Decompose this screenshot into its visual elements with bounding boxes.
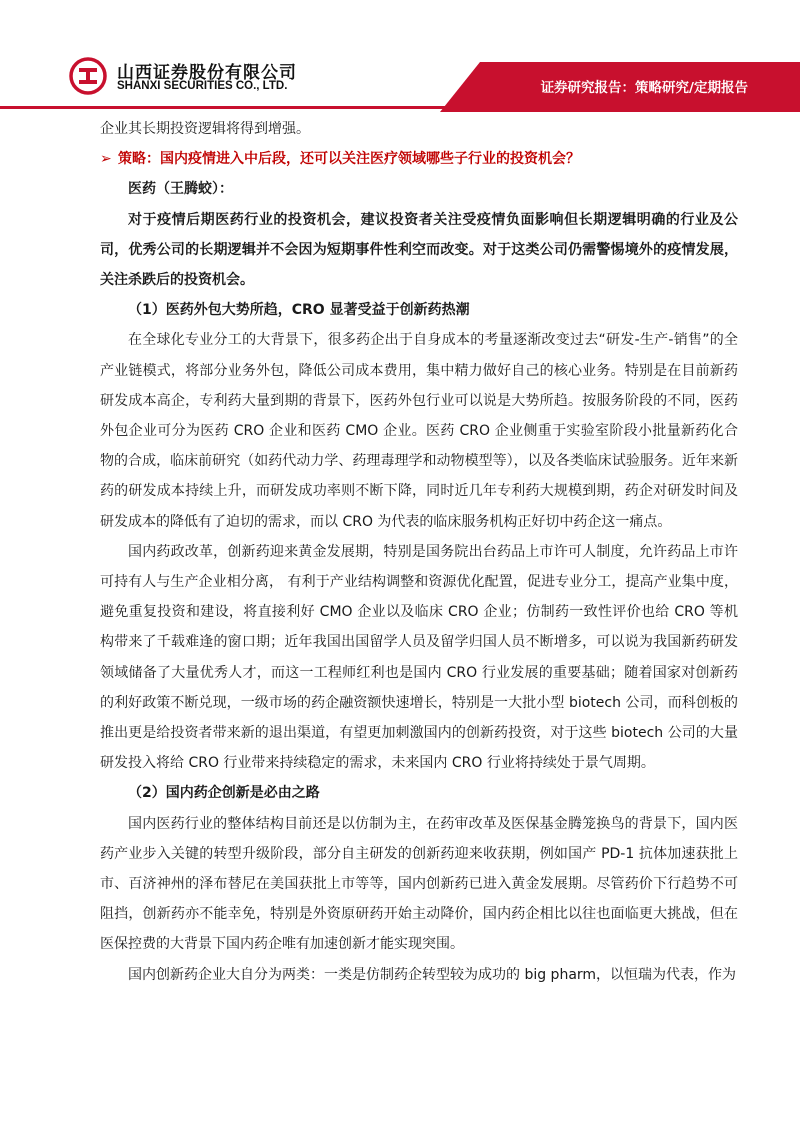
section1-heading: （1）医药外包大势所趋，CRO 显著受益于创新药热潮 — [128, 302, 470, 319]
report-type-label: 证券研究报告：策略研究/定期报告 — [540, 80, 748, 96]
company-name-cn: 山西证券股份有限公司 — [117, 63, 297, 83]
company-name-en: SHANXI SECURITIES CO., LTD. — [117, 80, 288, 92]
section2-paragraph-1: 国内医药行业的整体结构目前还是以仿制为主，在药审改革及医保基金腾笼换鸟的背景下，国内医药产业步入关键的转型升级阶段，部分自主研发的创新药迎来收获期，例如国产 PD-1 抗体加速获批上市、百济神州的泽布替尼在美国获批上市等等，国内创新药已进入黄金发展期。尽管药价下行趋势不可阻挡，创新药亦不能幸免，特别是外资原研药开始主动降价，国内药企相比以往也面临更大挑战，但在医保控费的大背景下国内药企唯有加速创新才能实现突围。 — [100, 815, 738, 953]
section2-paragraph-2: 国内创新药企业大自分为两类：一类是仿制药企转型较为成功的 big pharm，以恒瑞为代表，作为 — [128, 966, 737, 983]
section1-paragraph-2: 国内药政改革，创新药迎来黄金发展期，特别是国务院出台药品上市许可人制度，允许药品上市许可持有人与生产企业相分离， 有利于产业结构调整和资源优化配置，促进专业分工，提高产业集中度，避免重复投资和建设，将直接利好 CMO 企业以及临床 CRO 企业；仿制药一致性评价也给 CRO 等机构带来了千载难逢的窗口期；近年我国出国留学人员及留学归国人员不断增多，可以说为我国新药研发领域储备了大量优秀人才，而这一工程师红利也是国内 CRO 行业发展的重要基础；随着国家对创新药的利好政策不断兑现，一级市场的药企融资额快速增长，特别是一大批小型 biotech 公司，而科创板的推出更是给投资者带来新的退出渠道，有望更加刺激国内的创新药投资，对于这些 biotech 公司的大量研发投入将给 CRO 行业带来持续稳定的需求，未来国内 CRO 行业将持续处于景气周期。 — [100, 543, 738, 772]
strategy-heading — [100, 144, 738, 174]
section2-heading: （2）国内药企创新是必由之路 — [128, 785, 320, 802]
paragraph-continuation: 企业其长期投资逻辑将得到增强。 — [100, 121, 310, 137]
company-logo-icon — [68, 56, 108, 96]
document-body — [100, 114, 738, 990]
author-line: 医药（王腾蛟）： — [128, 181, 233, 198]
strategy-heading-text: 策略：国内疫情进入中后段，还可以关注医疗领域哪些子行业的投资机会？ — [118, 151, 580, 168]
section1-paragraph-1: 在全球化专业分工的大背景下，很多药企出于自身成本的考量逐渐改变过去“研发-生产-销售”的全产业链模式，将部分业务外包，降低公司成本费用，集中精力做好自己的核心业务。特别是在目前新药研发成本高企，专利药大量到期的背景下，医药外包行业可以说是大势所趋。按服务阶段的不同，医药外包企业可分为医药 CRO 企业和医药 CMO 企业。医药 CRO 企业侧重于实验室阶段小批量新药化合物的合成，临床前研究（如药代动力学、药理毒理学和动物模型等），以及各类临床试验服务。近年来新药的研发成本持续上升，而研发成功率则不断下降，同时近几年专利药大规模到期，药企对研发时间及研发成本的降低有了迫切的需求，而以 CRO 为代表的临床服务机构正好切中药企这一痛点。 — [100, 332, 738, 530]
page-header — [0, 0, 800, 112]
arrow-bullet-icon: ➢ — [100, 151, 112, 168]
intro-paragraph: 对于疫情后期医药行业的投资机会，建议投资者关注受疫情负面影响但长期逻辑明确的行业及公司，优秀公司的长期逻辑并不会因为短期事件性利空而改变。对于这类公司仍需警惕境外的疫情发展，关注杀跌后的投资机会。 — [100, 211, 738, 289]
